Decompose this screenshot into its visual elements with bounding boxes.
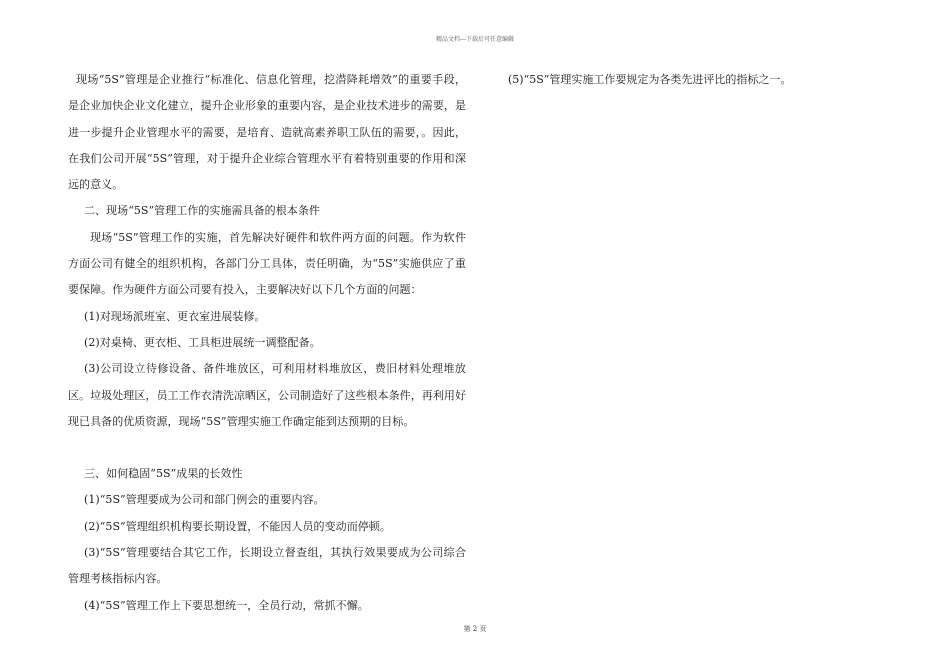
section-2-paragraph: 现场“5S”管理工作的实施，首先解决好硬件和软件两方面的问题。作为软件方面公司有健全的组织机构，各部门分工具体，责任明确，为“5S”实施供应了重要保障。作为硬件方面公司要有投入，主要解决好以下几个方面的问题： [68,230,466,297]
section-2-item-3: (3)公司设立待修设备、备件堆放区，可利用材料堆放区，费旧材料处理堆放区。垃圾处理区，员工工作衣清洗凉晒区，公司制造好了这些根本条件，再利用好现已具备的优质资源，现场“5S”管理实施工作确定能到达预期的目标。 [68,362,466,428]
section-3-item-5: (5)“5S”管理实施工作要规定为各类先进评比的指标之一。 [508,73,792,86]
section-3-item-3: (3)“5S”管理要结合其它工作，长期设立督查组，其执行效果要成为公司综合管理考核指标内容。 [68,546,466,586]
section-2-item-2: (2)对桌椅、更衣柜、工具柜进展统一调整配备。 [84,335,321,349]
section-heading-3: 三、如何稳固“5S”成果的长效性 [84,467,243,481]
page-header: 精品文档---下载后可任意编辑 [435,36,515,43]
section-3-item-1: (1)“5S”管理要成为公司和部门例会的重要内容。 [84,493,325,507]
intro-paragraph: 现场“5S”管理是企业推行“标准化、信息化管理，挖潜降耗增效”的重要手段，是企业加快企业文化建立，提升企业形象的重要内容，是企业技术进步的需要，是进一步提升企业管理水平的需要，是培育、造就高素养职工队伍的需要，。因此，在我们公司开展“5S”管理，对于提升企业综合管理水平有着特别重要的作用和深远的意义。 [68,73,466,192]
section-2-item-1: (1)对现场派班室、更衣室进展装修。 [84,309,266,323]
left-column [68,67,466,619]
page-number: 第 2 页 [463,625,487,633]
right-column [508,67,888,93]
spacer [68,435,466,461]
section-heading-2: 二、现场“5S”管理工作的实施需具备的根本条件 [84,204,320,218]
section-3-item-2: (2)“5S”管理组织机构要长期设置，不能因人员的变动而停顿。 [84,519,391,533]
section-3-item-4: (4)“5S”管理工作上下要思想统一，全员行动，常抓不懈。 [84,598,369,612]
